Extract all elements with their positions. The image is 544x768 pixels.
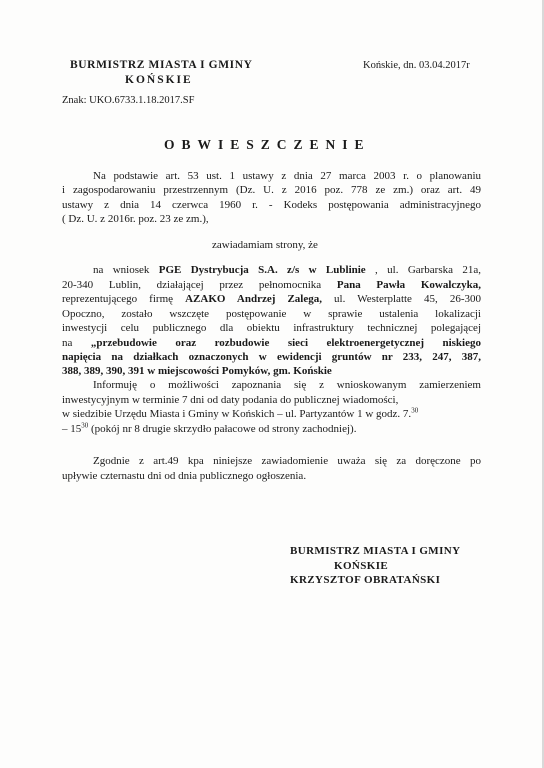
body-line: na wniosek PGE Dystrybucja S.A. z/s w Lublinie , ul. Garbarska 21a, xyxy=(93,264,481,276)
intro-line: ( Dz. U. z 2016r. poz. 23 ze zm.), xyxy=(62,213,209,225)
place-date: Końskie, dn. 03.04.2017r xyxy=(363,60,470,71)
body-line: reprezentującego firmę AZAKO Andrzej Zalega, ul. Westerplatte 45, 26-300 xyxy=(62,293,481,305)
closing-line: upływie czternastu dni od dnia publicznego ogłoszenia. xyxy=(62,470,307,482)
notify-text: zawiadamiam strony, że xyxy=(212,239,318,251)
signature-town: KOŃSKIE xyxy=(334,560,389,572)
document-title: OBWIESZCZENIE xyxy=(164,137,371,152)
info-line: Informuję o możliwości zapoznania się z wnioskowanym zamierzeniem xyxy=(93,379,481,391)
closing-line: Zgodnie z art.49 kpa niniejsze zawiadomienie uważa się za doręczone po xyxy=(93,455,481,467)
info-line: w siedzibie Urzędu Miasta i Gminy w Końskich – ul. Partyzantów 1 w godz. 7.30 xyxy=(62,406,419,420)
body-line: na „przebudowie oraz rozbudowie sieci elektroenergetycznej niskiego xyxy=(62,337,481,349)
body-line: 388, 389, 390, 391 w miejscowości Pomyków, gm. Końskie xyxy=(62,365,332,377)
body-line: inwestycji celu publicznego dla obiektu infrastruktury technicznej polegającej xyxy=(62,322,481,334)
authority-town: KOŃSKIE xyxy=(125,74,193,86)
signature-name: KRZYSZTOF OBRATAŃSKI xyxy=(290,574,441,586)
info-line: – $15^{30}$ (pokój nr 8 drugie skrzydło pałacowe od strony zachodniej). xyxy=(62,421,357,435)
signature-title: BURMISTRZ MIASTA I GMINY xyxy=(290,545,461,557)
body-line: Opoczno, zostało wszczęte postępowanie w sprawie ustalenia lokalizacji xyxy=(62,308,481,320)
body-line: napięcia na działkach oznaczonych w ewidencji gruntów nr 233, 247, 387, xyxy=(62,351,481,363)
info-line: inwestycyjnym w terminie 7 dni od daty podania do publicznej wiadomości, xyxy=(62,394,399,406)
intro-line: i zagospodarowaniu przestrzennym (Dz. U. z 2016 poz. 778 ze zm.) oraz art. 49 xyxy=(62,184,481,196)
authority-name: BURMISTRZ MIASTA I GMINY xyxy=(70,59,253,71)
body-line: 20-340 Lublin, działającej przez pełnomocnika Pana Pawła Kowalczyka, xyxy=(62,279,482,291)
intro-line: ustawy z dnia 14 czerwca 1960 r. - Kodeks postępowania administracyjnego xyxy=(62,199,481,211)
reference-number: Znak: UKO.6733.1.18.2017.SF xyxy=(62,95,195,106)
intro-line: Na podstawie art. 53 ust. 1 ustawy z dnia 27 marca 2003 r. o planowaniu xyxy=(93,170,481,182)
